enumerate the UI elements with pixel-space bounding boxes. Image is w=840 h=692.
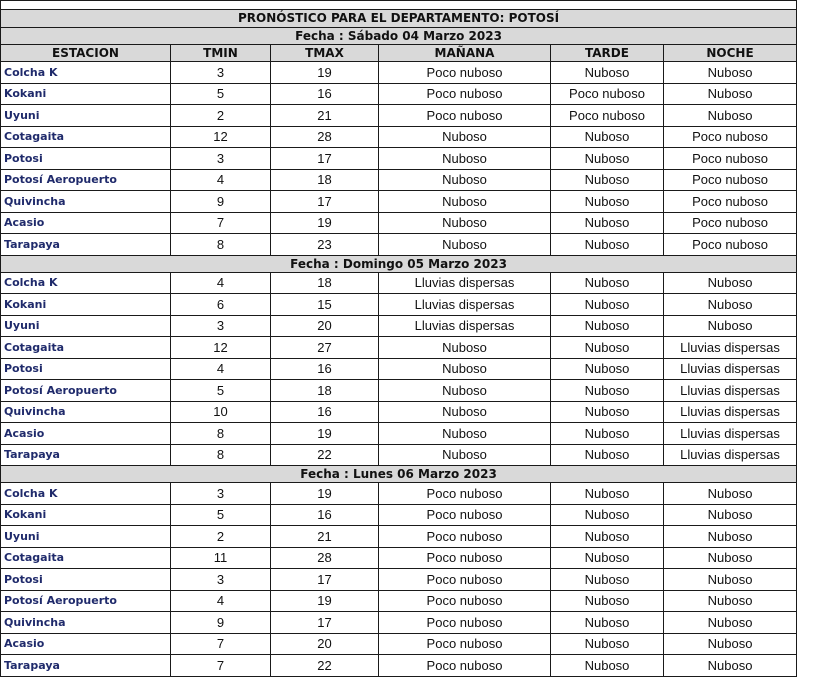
afternoon-forecast: Nuboso (551, 62, 664, 84)
tmin-value: 10 (171, 401, 271, 423)
night-forecast: Poco nuboso (664, 126, 797, 148)
morning-forecast: Nuboso (379, 148, 551, 170)
tmin-value: 6 (171, 294, 271, 316)
morning-forecast: Poco nuboso (379, 105, 551, 127)
morning-forecast: Poco nuboso (379, 569, 551, 591)
station-name: Colcha K (1, 272, 171, 294)
table-row (1, 191, 797, 213)
afternoon-forecast: Nuboso (551, 569, 664, 591)
table-row (1, 526, 797, 548)
morning-forecast: Poco nuboso (379, 483, 551, 505)
tmax-value: 22 (271, 444, 379, 466)
morning-forecast: Nuboso (379, 337, 551, 359)
morning-forecast: Nuboso (379, 126, 551, 148)
table-row (1, 401, 797, 423)
table-row (1, 547, 797, 569)
afternoon-forecast: Nuboso (551, 191, 664, 213)
tmax-value: 16 (271, 358, 379, 380)
tmax-value: 20 (271, 315, 379, 337)
tmax-value: 23 (271, 234, 379, 256)
station-name: Uyuni (1, 315, 171, 337)
night-forecast: Nuboso (664, 590, 797, 612)
night-forecast: Lluvias dispersas (664, 337, 797, 359)
tmax-value: 18 (271, 380, 379, 402)
table-row (1, 655, 797, 677)
night-forecast: Nuboso (664, 526, 797, 548)
table-row (1, 62, 797, 84)
table-row (1, 272, 797, 294)
table-row (1, 358, 797, 380)
afternoon-forecast: Nuboso (551, 483, 664, 505)
night-forecast: Nuboso (664, 504, 797, 526)
afternoon-forecast: Nuboso (551, 272, 664, 294)
afternoon-forecast: Poco nuboso (551, 105, 664, 127)
tmin-value: 12 (171, 337, 271, 359)
tmax-value: 19 (271, 590, 379, 612)
tmax-value: 28 (271, 126, 379, 148)
tmin-value: 8 (171, 423, 271, 445)
station-name: Kokani (1, 504, 171, 526)
tmin-value: 11 (171, 547, 271, 569)
night-forecast: Lluvias dispersas (664, 380, 797, 402)
night-forecast: Nuboso (664, 633, 797, 655)
afternoon-forecast: Nuboso (551, 526, 664, 548)
afternoon-forecast: Nuboso (551, 126, 664, 148)
afternoon-forecast: Nuboso (551, 169, 664, 191)
station-name: Tarapaya (1, 444, 171, 466)
morning-forecast: Nuboso (379, 169, 551, 191)
tmax-value: 21 (271, 105, 379, 127)
tmax-value: 21 (271, 526, 379, 548)
station-name: Potosi (1, 148, 171, 170)
tmin-value: 2 (171, 105, 271, 127)
morning-forecast: Poco nuboso (379, 633, 551, 655)
station-name: Colcha K (1, 62, 171, 84)
tmax-value: 18 (271, 169, 379, 191)
morning-forecast: Poco nuboso (379, 62, 551, 84)
tmax-value: 17 (271, 148, 379, 170)
date-heading: Fecha : Domingo 05 Marzo 2023 (1, 255, 797, 272)
afternoon-forecast: Nuboso (551, 401, 664, 423)
table-row (1, 294, 797, 316)
station-name: Uyuni (1, 105, 171, 127)
morning-forecast: Poco nuboso (379, 612, 551, 634)
tmin-value: 3 (171, 315, 271, 337)
tmin-value: 5 (171, 83, 271, 105)
tmin-value: 8 (171, 444, 271, 466)
table-row (1, 423, 797, 445)
station-name: Quivincha (1, 191, 171, 213)
tmax-value: 22 (271, 655, 379, 677)
tmax-value: 27 (271, 337, 379, 359)
date-row (1, 28, 797, 45)
afternoon-forecast: Nuboso (551, 212, 664, 234)
tmax-value: 19 (271, 483, 379, 505)
station-name: Tarapaya (1, 655, 171, 677)
morning-forecast: Lluvias dispersas (379, 272, 551, 294)
station-name: Potosí Aeropuerto (1, 590, 171, 612)
station-name: Colcha K (1, 483, 171, 505)
afternoon-forecast: Nuboso (551, 337, 664, 359)
station-name: Kokani (1, 83, 171, 105)
night-forecast: Lluvias dispersas (664, 401, 797, 423)
morning-forecast: Nuboso (379, 212, 551, 234)
date-row (1, 255, 797, 272)
night-forecast: Poco nuboso (664, 148, 797, 170)
header-tmax: TMAX (271, 45, 379, 62)
station-name: Kokani (1, 294, 171, 316)
afternoon-forecast: Nuboso (551, 294, 664, 316)
afternoon-forecast: Nuboso (551, 423, 664, 445)
morning-forecast: Poco nuboso (379, 590, 551, 612)
table-row (1, 337, 797, 359)
date-heading: Fecha : Lunes 06 Marzo 2023 (1, 466, 797, 483)
morning-forecast: Lluvias dispersas (379, 315, 551, 337)
table-row (1, 612, 797, 634)
afternoon-forecast: Nuboso (551, 234, 664, 256)
tmin-value: 12 (171, 126, 271, 148)
table-row (1, 569, 797, 591)
table-row (1, 633, 797, 655)
station-name: Quivincha (1, 401, 171, 423)
tmax-value: 16 (271, 83, 379, 105)
table-row (1, 234, 797, 256)
header-tarde: TARDE (551, 45, 664, 62)
table-row (1, 148, 797, 170)
morning-forecast: Poco nuboso (379, 547, 551, 569)
table-row (1, 315, 797, 337)
morning-forecast: Nuboso (379, 358, 551, 380)
station-name: Cotagaita (1, 126, 171, 148)
tmin-value: 2 (171, 526, 271, 548)
afternoon-forecast: Nuboso (551, 148, 664, 170)
tmax-value: 19 (271, 62, 379, 84)
afternoon-forecast: Nuboso (551, 633, 664, 655)
night-forecast: Lluvias dispersas (664, 444, 797, 466)
table-row (1, 212, 797, 234)
night-forecast: Nuboso (664, 569, 797, 591)
station-name: Potosi (1, 358, 171, 380)
tmin-value: 3 (171, 483, 271, 505)
night-forecast: Poco nuboso (664, 234, 797, 256)
header-tmin: TMIN (171, 45, 271, 62)
station-name: Cotagaita (1, 547, 171, 569)
morning-forecast: Lluvias dispersas (379, 294, 551, 316)
tmax-value: 16 (271, 504, 379, 526)
tmin-value: 4 (171, 358, 271, 380)
tmin-value: 9 (171, 612, 271, 634)
afternoon-forecast: Nuboso (551, 315, 664, 337)
station-name: Acasio (1, 423, 171, 445)
table-row (1, 105, 797, 127)
night-forecast: Nuboso (664, 655, 797, 677)
table-title-row (1, 10, 797, 28)
night-forecast: Nuboso (664, 62, 797, 84)
night-forecast: Nuboso (664, 483, 797, 505)
table-row (1, 590, 797, 612)
tmax-value: 17 (271, 191, 379, 213)
header-estacion: ESTACION (1, 45, 171, 62)
column-header-row (1, 45, 797, 62)
night-forecast: Nuboso (664, 547, 797, 569)
station-name: Acasio (1, 212, 171, 234)
night-forecast: Lluvias dispersas (664, 358, 797, 380)
header-manana: MAÑANA (379, 45, 551, 62)
tmin-value: 7 (171, 633, 271, 655)
morning-forecast: Nuboso (379, 444, 551, 466)
tmin-value: 9 (171, 191, 271, 213)
station-name: Potosí Aeropuerto (1, 169, 171, 191)
tmin-value: 3 (171, 148, 271, 170)
tmin-value: 5 (171, 380, 271, 402)
table-row (1, 83, 797, 105)
page-title: PRONÓSTICO PARA EL DEPARTAMENTO: POTOSÍ (1, 10, 797, 28)
tmax-value: 28 (271, 547, 379, 569)
tmin-value: 7 (171, 655, 271, 677)
afternoon-forecast: Nuboso (551, 655, 664, 677)
date-heading: Fecha : Sábado 04 Marzo 2023 (1, 28, 797, 45)
night-forecast: Poco nuboso (664, 169, 797, 191)
tmax-value: 18 (271, 272, 379, 294)
tmin-value: 3 (171, 569, 271, 591)
tmax-value: 20 (271, 633, 379, 655)
night-forecast: Nuboso (664, 315, 797, 337)
station-name: Potosi (1, 569, 171, 591)
tmax-value: 16 (271, 401, 379, 423)
morning-forecast: Nuboso (379, 401, 551, 423)
tmin-value: 4 (171, 272, 271, 294)
morning-forecast: Nuboso (379, 234, 551, 256)
tmin-value: 5 (171, 504, 271, 526)
morning-forecast: Poco nuboso (379, 655, 551, 677)
afternoon-forecast: Nuboso (551, 444, 664, 466)
night-forecast: Nuboso (664, 105, 797, 127)
morning-forecast: Poco nuboso (379, 504, 551, 526)
night-forecast: Nuboso (664, 294, 797, 316)
table-row (1, 169, 797, 191)
table-row (1, 380, 797, 402)
station-name: Tarapaya (1, 234, 171, 256)
afternoon-forecast: Nuboso (551, 504, 664, 526)
date-row (1, 466, 797, 483)
night-forecast: Nuboso (664, 612, 797, 634)
table-row (1, 126, 797, 148)
night-forecast: Poco nuboso (664, 191, 797, 213)
station-name: Potosí Aeropuerto (1, 380, 171, 402)
table-row (1, 444, 797, 466)
afternoon-forecast: Nuboso (551, 547, 664, 569)
tmax-value: 19 (271, 423, 379, 445)
station-name: Acasio (1, 633, 171, 655)
morning-forecast: Poco nuboso (379, 83, 551, 105)
afternoon-forecast: Poco nuboso (551, 83, 664, 105)
forecast-table-body (1, 1, 797, 677)
night-forecast: Lluvias dispersas (664, 423, 797, 445)
tmin-value: 8 (171, 234, 271, 256)
afternoon-forecast: Nuboso (551, 612, 664, 634)
tmin-value: 4 (171, 590, 271, 612)
night-forecast: Nuboso (664, 83, 797, 105)
morning-forecast: Nuboso (379, 191, 551, 213)
header-noche: NOCHE (664, 45, 797, 62)
tmax-value: 19 (271, 212, 379, 234)
tmax-value: 17 (271, 612, 379, 634)
tmin-value: 4 (171, 169, 271, 191)
morning-forecast: Poco nuboso (379, 526, 551, 548)
tmax-value: 17 (271, 569, 379, 591)
night-forecast: Poco nuboso (664, 212, 797, 234)
tmin-value: 7 (171, 212, 271, 234)
morning-forecast: Nuboso (379, 423, 551, 445)
tmin-value: 3 (171, 62, 271, 84)
station-name: Uyuni (1, 526, 171, 548)
afternoon-forecast: Nuboso (551, 380, 664, 402)
station-name: Quivincha (1, 612, 171, 634)
station-name: Cotagaita (1, 337, 171, 359)
table-top-spacer (1, 1, 797, 10)
afternoon-forecast: Nuboso (551, 590, 664, 612)
morning-forecast: Nuboso (379, 380, 551, 402)
table-row (1, 483, 797, 505)
tmax-value: 15 (271, 294, 379, 316)
afternoon-forecast: Nuboso (551, 358, 664, 380)
night-forecast: Nuboso (664, 272, 797, 294)
table-row (1, 504, 797, 526)
